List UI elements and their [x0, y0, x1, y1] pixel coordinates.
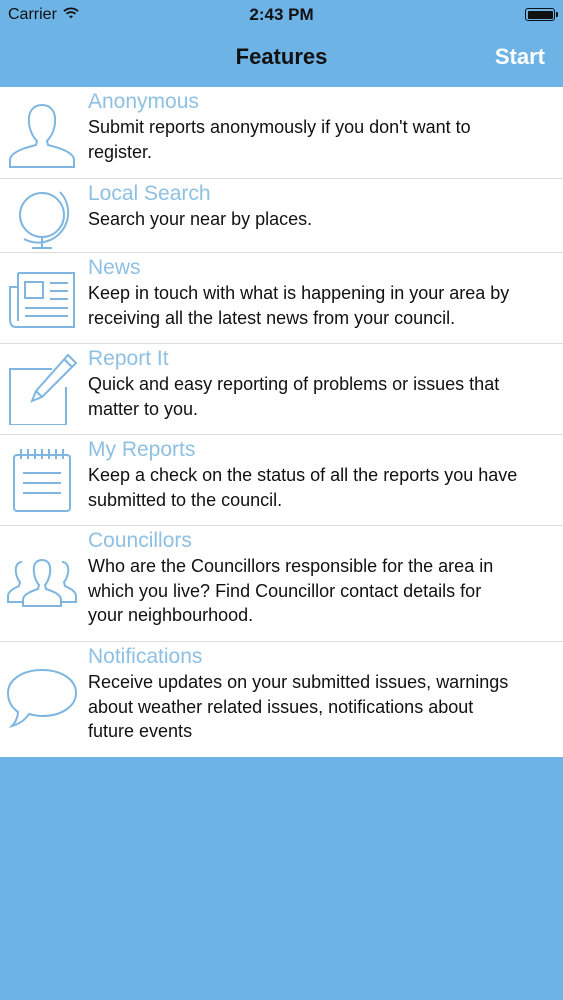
newspaper-icon [6, 263, 78, 335]
description-line: Keep in touch with what is happening in your area by [88, 283, 510, 303]
feature-text [88, 182, 561, 232]
notepad-icon [6, 443, 78, 515]
feature-row-councillors [0, 526, 563, 642]
description-line: receiving all the latest news from your council. [88, 307, 456, 328]
feature-title: Report It [88, 347, 169, 370]
user-icon [6, 97, 78, 169]
feature-description [88, 463, 561, 512]
feature-row-local-search [0, 179, 563, 253]
feature-row-my-reports [0, 435, 563, 526]
feature-row-notifications [0, 642, 563, 757]
globe-icon [6, 183, 78, 251]
description-line: Search your near by places. [88, 209, 313, 229]
description-line: Receive updates on your submitted issues, warnings [88, 672, 509, 692]
feature-description [88, 372, 561, 421]
feature-description [88, 207, 561, 232]
description-line: which you live? Find Councillor contact details for [88, 580, 482, 601]
battery-icon [525, 8, 555, 21]
description-line: future events [88, 721, 193, 741]
feature-text [88, 256, 561, 330]
description-line: matter to you. [88, 398, 199, 419]
navigation-bar [0, 30, 563, 87]
description-line: your neighbourhood. [88, 605, 254, 625]
feature-text [88, 645, 561, 744]
speech-bubble-icon [6, 664, 78, 736]
status-bar [0, 0, 563, 30]
group-icon [6, 548, 78, 620]
feature-title: Councillors [88, 529, 192, 552]
feature-text [88, 347, 561, 421]
description-line: Keep a check on the status of all the reports you have [88, 465, 518, 485]
feature-text [88, 529, 561, 628]
feature-row-report-it [0, 344, 563, 435]
feature-title: News [88, 256, 141, 279]
feature-text [88, 90, 561, 164]
feature-title: Anonymous [88, 90, 199, 113]
feature-title: Notifications [88, 645, 203, 668]
feature-description [88, 281, 561, 330]
carrier-label: Carrier [8, 6, 57, 23]
description-line: Submit reports anonymously if you don't want to [88, 117, 471, 137]
feature-row-news [0, 253, 563, 344]
feature-title: Local Search [88, 182, 211, 205]
description-line: register. [88, 141, 153, 162]
feature-row-anonymous [0, 87, 563, 179]
start-button[interactable]: Start [494, 44, 545, 69]
feature-description [88, 670, 561, 744]
description-line: Quick and easy reporting of problems or issues that [88, 374, 500, 394]
page-title: Features [235, 44, 328, 69]
feature-title: My Reports [88, 438, 196, 461]
battery-level [528, 11, 553, 19]
status-time: 2:43 PM [249, 5, 314, 24]
description-line: about weather related issues, notifications about [88, 696, 474, 717]
description-line: Who are the Councillors responsible for the area in [88, 556, 494, 576]
feature-text [88, 438, 561, 512]
feature-description [88, 115, 561, 164]
description-line: submitted to the council. [88, 489, 283, 510]
feature-description [88, 554, 561, 628]
edit-icon [6, 353, 78, 425]
feature-list [0, 87, 563, 757]
